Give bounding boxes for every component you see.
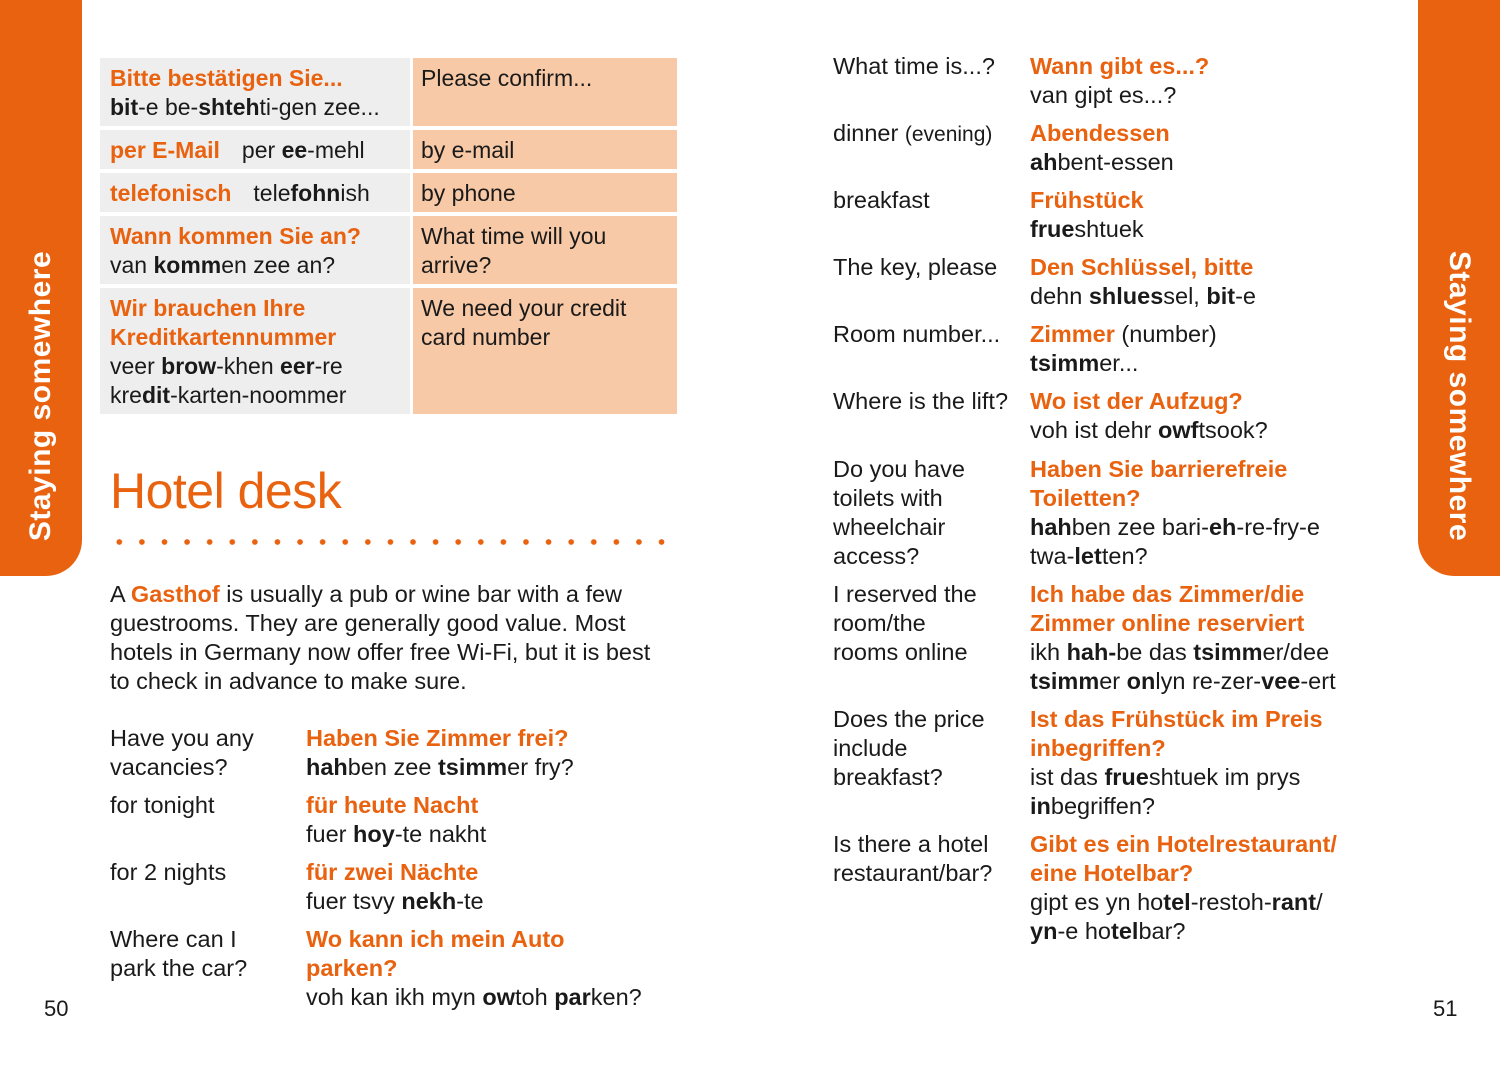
german-phrase: Wir brauchen Ihre [110,295,306,321]
pronunciation: per ee-mehl [241,137,365,163]
page-number-right: 51 [1433,996,1458,1021]
gasthof-highlight: Gasthof [130,581,220,607]
side-tab-label: Staying somewhere [24,250,57,542]
intro-paragraph: A Gasthof is usually a pub or wine bar with a few guestrooms. They are generally good value. Most hotels in Germany now offer free Wi-Fi, but it is best to check in advance to make sure. [110,581,651,694]
side-tab-label: Staying somewhere [1443,250,1476,542]
phrase-en: breakfast [833,187,930,213]
table-row [100,173,677,212]
phrase-en: I reserved the room/the rooms online [833,581,977,665]
phrase-de: Haben Sie barrierefreie Toiletten? hahben zee bari-eh-re-fry-e twa-letten? [1030,456,1320,569]
phrase-en: Where is the lift? [833,388,1009,414]
german-phrase: Kreditkartennummer [110,324,337,350]
table-cell-german [100,58,410,126]
table-cell-english [413,173,677,212]
table-cell-german [100,216,410,284]
phrase-de: Abendessen ahbent-essen [1030,120,1174,175]
pronunciation: veer brow-khen eer-re [110,353,343,379]
side-tab-right [1418,0,1500,576]
phrase-en: for tonight [110,792,215,818]
table-row [100,216,677,284]
phrase-de: Haben Sie Zimmer frei? hahben zee tsimmer fry? [306,725,574,780]
table-row [100,288,677,414]
german-phrase: telefonisch [110,180,232,206]
table-cell-german [100,130,410,169]
page-number-left: 50 [44,996,69,1021]
english-phrase: What time will you [421,223,607,249]
english-phrase: card number [421,324,551,350]
phrase-de: Ich habe das Zimmer/die Zimmer online reserviert ikh hah-be das tsimmer/dee tsimmer onlyn re-zer-vee-ert [1030,581,1336,694]
phrase-de: Ist das Frühstück im Preis inbegriffen? ist das frueshtuek im prys inbegriffen? [1030,706,1323,819]
english-phrase: Please confirm... [421,65,593,91]
phrase-en: Do you have toilets with wheelchair access? [833,456,965,569]
side-tab-left [0,0,82,576]
german-phrase: per E-Mail [110,137,220,163]
english-phrase: by e-mail [421,137,515,163]
phrase-en: Where can I park the car? [110,926,248,981]
pronunciation: kredit-karten-noommer [110,382,347,408]
table-cell-english [413,130,677,169]
english-phrase: We need your credit [421,295,627,321]
table-cell-english [413,288,677,414]
phrase-de: Gibt es ein Hotelrestaurant/ eine Hotelbar? gipt es yn hotel-restoh-rant/ yn-e hotelbar? [1030,831,1337,944]
phrase-en: Does the price include breakfast? [833,706,985,790]
section-title: Hotel desk [110,463,342,519]
phrase-en: dinner (evening) [833,120,993,146]
phrase-de: Frühstück frueshtuek [1030,187,1144,242]
table-cell-german [100,173,410,212]
phrase-de: Wo kann ich mein Auto parken? voh kan ikh myn owtoh parken? [306,926,642,1010]
table-row [100,130,677,169]
pronunciation: bit-e be-shtehti-gen zee... [110,94,380,120]
table-cell-german [100,288,410,414]
pronunciation: van kommen zee an? [110,252,336,278]
phrase-de: Zimmer (number) tsimmer... [1030,321,1217,376]
phrase-en: Is there a hotel restaurant/bar? [833,831,993,886]
phrase-en: The key, please [833,254,998,280]
phrase-de: für zwei Nächte fuer tsvy nekh-te [306,859,484,914]
phrase-table [100,58,677,418]
table-cell-english [413,216,677,284]
phrase-en: What time is...? [833,53,995,79]
pronunciation: telefohnish [253,180,370,206]
german-phrase: Wann kommen Sie an? [110,223,361,249]
english-phrase: arrive? [421,252,492,278]
phrase-en: Room number... [833,321,1001,347]
table-row [100,58,677,126]
phrase-de: Wann gibt es...? van gipt es...? [1030,53,1210,108]
german-phrase: Bitte bestätigen Sie... [110,65,343,91]
phrase-en: Have you any vacancies? [110,725,254,780]
phrase-en: for 2 nights [110,859,227,885]
english-phrase: by phone [421,180,516,206]
phrase-de: Den Schlüssel, bitte dehn shluessel, bit-e [1030,254,1256,309]
phrase-de: Wo ist der Aufzug? voh ist dehr owftsook? [1030,388,1268,443]
table-cell-english [413,58,677,126]
dotted-divider [108,535,674,549]
phrase-de: für heute Nacht fuer hoy-te nakht [306,792,487,847]
